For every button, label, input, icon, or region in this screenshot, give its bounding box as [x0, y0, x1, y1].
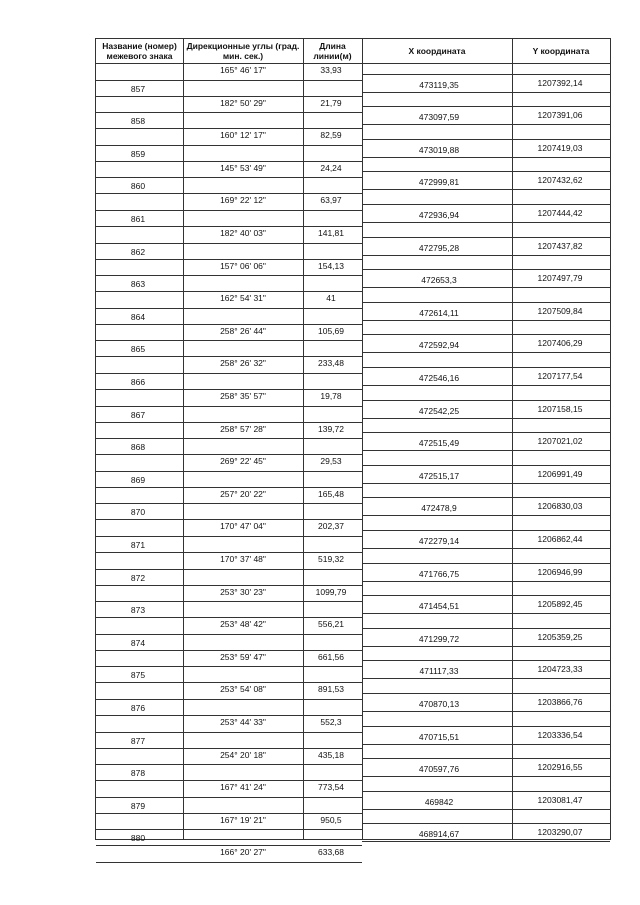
y-coordinate-cell: 1207444,42 [537, 207, 583, 218]
boundary-points-table [95, 38, 611, 858]
row-divider [96, 177, 362, 178]
direction-angle-cell: 157° 06' 06" [220, 260, 266, 271]
row-divider [96, 471, 362, 472]
row-divider [96, 63, 610, 64]
row-divider [96, 715, 362, 716]
x-coordinate-cell: 472478,9 [421, 503, 457, 514]
x-coordinate-cell: 472614,11 [419, 307, 459, 318]
row-divider [362, 450, 610, 451]
point-name-cell: 863 [130, 279, 146, 290]
row-divider [362, 483, 610, 484]
x-coordinate-cell: 471766,75 [418, 568, 460, 579]
row-divider [96, 519, 362, 520]
y-coordinate-cell: 1207158,15 [537, 403, 583, 414]
y-coordinate-cell: 1207391,06 [537, 110, 583, 121]
y-coordinate-cell: 1206862,44 [537, 533, 583, 544]
row-divider [96, 373, 362, 374]
point-name-cell: 860 [130, 181, 146, 192]
row-divider [96, 291, 362, 292]
row-divider [96, 275, 362, 276]
header-name: Название (номер) межевого знака [102, 41, 177, 61]
direction-angle-cell: 253° 44' 33" [220, 717, 266, 727]
point-name-cell: 868 [130, 442, 146, 453]
line-length-cell: 891,53 [318, 684, 344, 695]
line-length-cell: 41 [326, 293, 336, 304]
y-coordinate-cell: 1203081,47 [537, 794, 583, 805]
row-divider [362, 334, 610, 335]
direction-angle-cell: 253° 54' 08" [220, 684, 266, 695]
y-coordinate-cell: 1207509,84 [537, 305, 583, 316]
row-divider [96, 487, 362, 488]
direction-angle-cell: 160° 12' 17" [220, 130, 266, 141]
row-divider [96, 536, 362, 537]
y-coordinate-cell: 1207437,82 [537, 240, 583, 251]
row-divider [362, 693, 610, 694]
point-name-cell: 865 [130, 344, 146, 355]
row-divider [362, 189, 610, 190]
column-divider [362, 39, 363, 839]
row-divider [96, 634, 362, 635]
row-divider [96, 422, 362, 423]
x-coordinate-cell: 471299,72 [418, 633, 460, 644]
row-divider [96, 80, 362, 81]
row-divider [362, 204, 610, 205]
row-divider [362, 92, 610, 93]
row-divider [96, 552, 362, 553]
row-divider [362, 515, 610, 516]
row-divider [96, 243, 362, 244]
row-divider [362, 287, 610, 288]
row-divider [362, 563, 610, 564]
point-name-cell: 871 [130, 539, 146, 550]
y-coordinate-cell: 1207177,54 [537, 370, 583, 381]
line-length-cell: 33,93 [320, 65, 342, 75]
point-name-cell: 870 [130, 507, 146, 518]
row-divider [362, 302, 610, 303]
x-coordinate-cell: 472546,16 [418, 372, 460, 383]
y-coordinate-cell: 1203866,76 [537, 696, 583, 707]
y-coordinate-cell: 1206991,49 [537, 468, 583, 479]
line-length-cell: 552,3 [320, 717, 342, 727]
x-coordinate-cell: 472279,14 [418, 535, 460, 546]
point-name-cell: 859 [130, 148, 146, 159]
direction-angle-cell: 162° 54' 31" [220, 293, 266, 304]
row-divider [96, 601, 362, 602]
x-coordinate-cell: 473019,88 [418, 144, 460, 155]
x-coordinate-cell: 468914,67 [418, 829, 460, 840]
point-name-cell: 875 [130, 670, 146, 681]
row-divider [96, 617, 362, 618]
line-length-cell: 24,24 [320, 162, 342, 173]
row-divider [362, 530, 610, 531]
point-name-cell: 872 [130, 572, 146, 583]
line-length-cell: 165,48 [318, 488, 344, 499]
header-y: Y координата [532, 46, 590, 56]
y-coordinate-cell: 1207497,79 [537, 273, 583, 284]
direction-angle-cell: 166° 20' 27" [220, 847, 266, 858]
row-divider [362, 367, 610, 368]
row-divider [96, 780, 362, 781]
point-name-cell: 869 [130, 474, 146, 485]
line-length-cell: 154,13 [318, 260, 344, 271]
y-coordinate-cell: 1207432,62 [537, 175, 583, 186]
line-length-cell: 21,79 [320, 97, 342, 108]
row-divider [96, 193, 362, 194]
row-divider [96, 324, 362, 325]
row-divider [362, 646, 610, 647]
row-divider [362, 222, 610, 223]
row-divider [362, 758, 610, 759]
row-divider [96, 829, 362, 830]
row-divider [96, 862, 362, 863]
x-coordinate-cell: 470715,51 [418, 731, 460, 742]
line-length-cell: 1099,79 [315, 586, 347, 597]
row-divider [362, 548, 610, 549]
row-divider [362, 465, 610, 466]
direction-angle-cell: 167° 19' 21" [220, 814, 266, 825]
y-coordinate-cell: 1207392,14 [537, 77, 583, 88]
line-length-cell: 63,97 [320, 195, 342, 206]
line-length-cell: 435,18 [318, 749, 344, 760]
row-divider [96, 764, 362, 765]
point-name-cell: 858 [130, 116, 146, 127]
x-coordinate-cell: 472515,49 [418, 438, 460, 449]
row-divider [96, 666, 362, 667]
row-divider [362, 124, 610, 125]
row-divider [96, 210, 362, 211]
x-coordinate-cell: 470870,13 [418, 698, 460, 709]
x-coordinate-cell: 470597,76 [418, 764, 460, 775]
header-length: Длина линии(м) [313, 41, 352, 61]
line-length-cell: 950,5 [320, 814, 342, 825]
row-divider [362, 595, 610, 596]
line-length-cell: 139,72 [318, 423, 344, 434]
x-coordinate-cell: 473097,59 [418, 112, 460, 123]
row-divider [362, 823, 610, 824]
point-name-cell: 880 [130, 833, 146, 844]
x-coordinate-cell: 472515,17 [418, 470, 460, 481]
row-divider [362, 418, 610, 419]
header-x: X координата [408, 46, 466, 56]
row-divider [362, 628, 610, 629]
row-divider [362, 269, 610, 270]
row-divider [96, 308, 362, 309]
row-divider [96, 96, 362, 97]
row-divider [362, 385, 610, 386]
line-length-cell: 105,69 [318, 325, 344, 336]
row-divider [362, 171, 610, 172]
direction-angle-cell: 269° 22' 45" [220, 456, 266, 467]
line-length-cell: 82,59 [320, 130, 342, 141]
x-coordinate-cell: 472795,28 [418, 242, 460, 253]
point-name-cell: 862 [130, 246, 146, 257]
y-coordinate-cell: 1203336,54 [537, 729, 583, 740]
row-divider [362, 776, 610, 777]
y-coordinate-cell: 1207021,02 [537, 436, 583, 447]
row-divider [362, 497, 610, 498]
point-name-cell: 876 [130, 702, 146, 713]
point-name-cell: 873 [130, 605, 146, 616]
row-divider [362, 791, 610, 792]
row-divider [362, 400, 610, 401]
row-divider [362, 106, 610, 107]
point-name-cell: 867 [130, 409, 146, 420]
direction-angle-cell: 257° 20' 22" [220, 488, 266, 499]
direction-angle-cell: 258° 35' 57" [220, 391, 266, 401]
direction-angle-cell: 167° 41' 24" [220, 782, 266, 793]
direction-angle-cell: 253° 59' 47" [220, 651, 266, 662]
row-divider [96, 650, 362, 651]
line-length-cell: 661,56 [318, 651, 344, 662]
direction-angle-cell: 170° 47' 04" [220, 521, 266, 532]
point-name-cell: 857 [130, 83, 146, 94]
direction-angle-cell: 258° 26' 44" [220, 325, 266, 336]
y-coordinate-cell: 1206830,03 [537, 501, 583, 512]
direction-angle-cell: 258° 26' 32" [220, 358, 266, 369]
direction-angle-cell: 253° 30' 23" [220, 586, 266, 597]
direction-angle-cell: 258° 57' 28" [220, 423, 266, 434]
x-coordinate-cell: 472653,3 [421, 275, 457, 286]
row-divider [96, 406, 362, 407]
direction-angle-cell: 169° 22' 12" [220, 195, 266, 206]
row-divider [96, 585, 362, 586]
x-coordinate-cell: 473119,35 [419, 79, 459, 90]
row-divider [362, 157, 610, 158]
row-divider [96, 145, 362, 146]
x-coordinate-cell: 471117,33 [419, 666, 459, 677]
row-divider [362, 352, 610, 353]
point-name-cell: 877 [130, 735, 146, 746]
direction-angle-cell: 254° 20' 18" [220, 749, 266, 760]
row-divider [362, 320, 610, 321]
x-coordinate-cell: 472936,94 [418, 209, 460, 220]
line-length-cell: 556,21 [318, 619, 344, 630]
row-divider [96, 438, 362, 439]
row-divider [96, 389, 362, 390]
x-coordinate-cell: 469842 [424, 796, 454, 807]
y-coordinate-cell: 1204723,33 [537, 664, 583, 675]
x-coordinate-cell: 472592,94 [418, 340, 460, 351]
y-coordinate-cell: 1202916,55 [537, 762, 583, 773]
direction-angle-cell: 165° 46' 17" [220, 65, 266, 75]
line-length-cell: 773,54 [318, 782, 344, 793]
row-divider [96, 340, 362, 341]
direction-angle-cell: 253° 48' 42" [220, 619, 266, 630]
x-coordinate-cell: 471454,51 [418, 601, 460, 612]
line-length-cell: 19,78 [320, 391, 342, 401]
row-divider [96, 797, 362, 798]
y-coordinate-cell: 1207406,29 [537, 338, 583, 349]
row-divider [96, 569, 362, 570]
point-name-cell: 874 [130, 637, 146, 648]
row-divider [96, 259, 362, 260]
row-divider [362, 711, 610, 712]
row-divider [362, 678, 610, 679]
row-divider [362, 613, 610, 614]
direction-angle-cell: 182° 40' 03" [220, 228, 266, 238]
row-divider [96, 356, 362, 357]
row-divider [96, 699, 362, 700]
x-coordinate-cell: 472542,25 [418, 405, 460, 416]
y-coordinate-cell: 1203290,07 [537, 827, 583, 838]
x-coordinate-cell: 472999,81 [418, 177, 460, 188]
point-name-cell: 879 [130, 800, 146, 811]
row-divider [96, 748, 362, 749]
row-divider [362, 841, 610, 842]
row-divider [362, 744, 610, 745]
row-divider [362, 74, 610, 75]
direction-angle-cell: 145° 53' 49" [220, 162, 266, 173]
row-divider [96, 682, 362, 683]
row-divider [96, 845, 362, 846]
row-divider [362, 255, 610, 256]
row-divider [362, 237, 610, 238]
line-length-cell: 633,68 [318, 847, 344, 858]
line-length-cell: 202,37 [318, 521, 344, 532]
line-length-cell: 29,53 [320, 456, 342, 467]
point-name-cell: 878 [130, 768, 146, 779]
row-divider [96, 454, 362, 455]
row-divider [96, 128, 362, 129]
point-name-cell: 861 [130, 213, 146, 224]
row-divider [96, 503, 362, 504]
point-name-cell: 866 [130, 376, 146, 387]
point-name-cell: 864 [130, 311, 146, 322]
line-length-cell: 519,32 [318, 554, 344, 564]
row-divider [362, 432, 610, 433]
row-divider [96, 112, 362, 113]
row-divider [96, 226, 362, 227]
row-divider [362, 581, 610, 582]
header-angle: Дирекционные углы (град. мин. сек.) [186, 41, 300, 61]
y-coordinate-cell: 1205359,25 [537, 631, 583, 642]
row-divider [96, 813, 362, 814]
direction-angle-cell: 182° 50' 29" [220, 97, 266, 108]
y-coordinate-cell: 1207419,03 [537, 142, 583, 153]
row-divider [96, 161, 362, 162]
y-coordinate-cell: 1206946,99 [537, 566, 583, 577]
row-divider [362, 809, 610, 810]
row-divider [362, 726, 610, 727]
line-length-cell: 233,48 [318, 358, 344, 369]
direction-angle-cell: 170° 37' 48" [220, 554, 266, 564]
row-divider [362, 660, 610, 661]
line-length-cell: 141,81 [318, 228, 344, 238]
row-divider [96, 732, 362, 733]
row-divider [362, 139, 610, 140]
y-coordinate-cell: 1205892,45 [537, 599, 583, 610]
